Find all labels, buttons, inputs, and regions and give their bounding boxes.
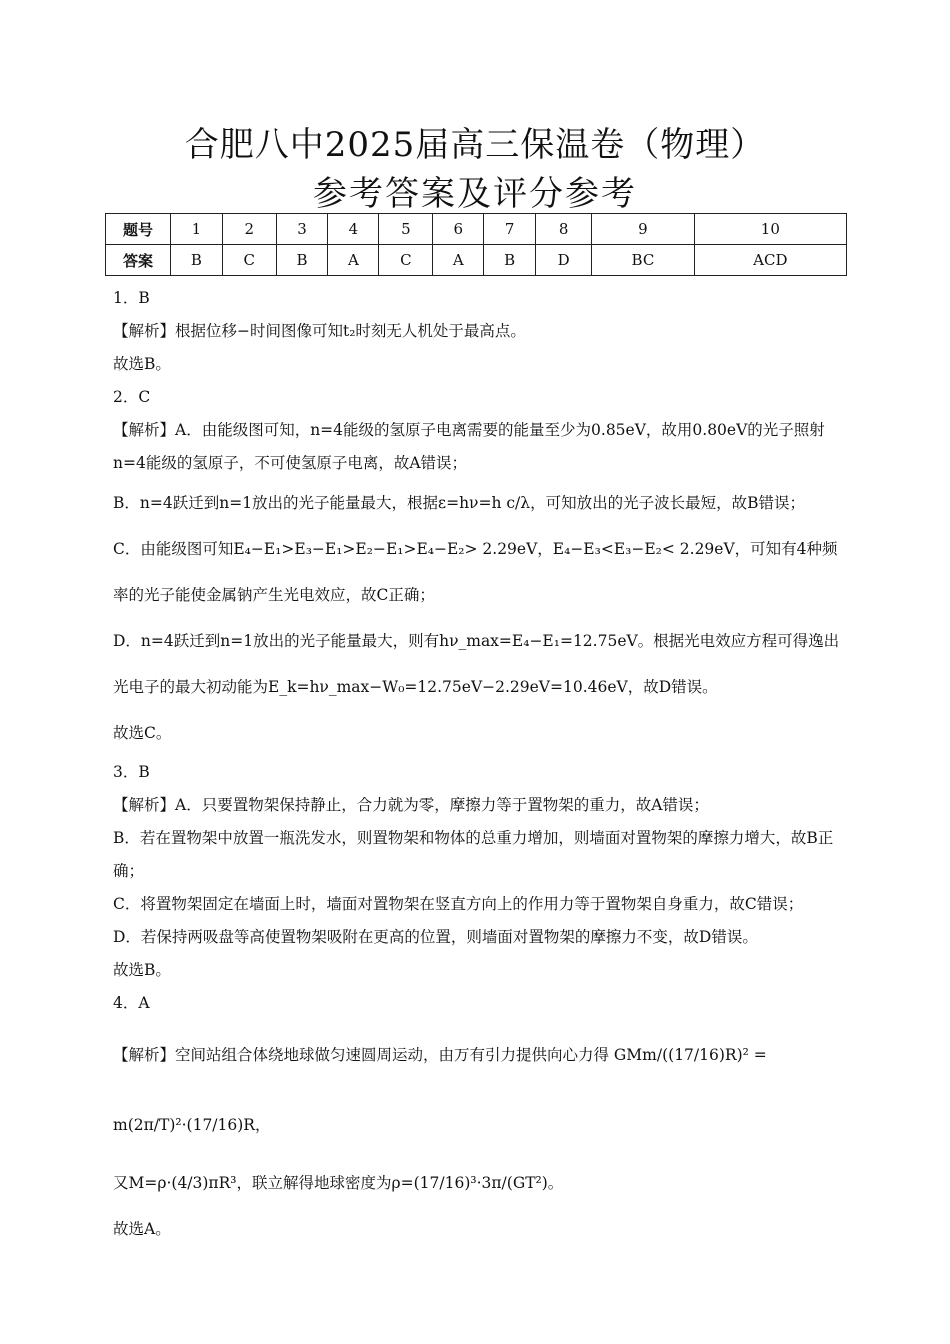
table-cell: A (433, 245, 484, 276)
q4-conclusion: 故选A。 (113, 1220, 171, 1238)
q4-density: 又M=ρ·(4/3)πR³，联立解得地球密度为ρ=(17/16)³·3π/(GT²)。 (113, 1174, 564, 1192)
q1-head: 1．B (113, 289, 150, 307)
table-cell: ACD (694, 245, 846, 276)
table-cell: 6 (433, 214, 484, 245)
q2-option-c: C．由能级图可知E₄−E₁>E₃−E₁>E₂−E₁>E₄−E₂> 2.29eV，E₄−E₃<E₃−E₂< 2.29eV，可知有4种频率的光子能使金属钠产生光电效应，故C正确； (113, 540, 838, 604)
table-cell: 2 (222, 214, 276, 245)
table-cell: C (379, 245, 433, 276)
q3-option-d: D．若保持两吸盘等高使置物架吸附在更高的位置，则墙面对置物架的摩擦力不变，故D错误。 (113, 928, 758, 946)
table-cell: 1 (171, 214, 223, 245)
table-cell: 7 (484, 214, 536, 245)
table-cell: 3 (276, 214, 328, 245)
table-cell: 4 (328, 214, 379, 245)
q4-analysis: 【解析】空间站组合体绕地球做匀速圆周运动，由万有引力提供向心力得 GMm/((17/16)R)² = m(2π/T)²·(17/16)R， (113, 1046, 767, 1134)
q4-head: 4．A (113, 994, 150, 1012)
table-cell: 9 (592, 214, 694, 245)
q3-conclusion: 故选B。 (113, 961, 171, 979)
table-cell: C (222, 245, 276, 276)
q3-option-c: C．将置物架固定在墙面上时，墙面对置物架在竖直方向上的作用力等于置物架自身重力，故C错误； (113, 895, 804, 913)
table-cell: B (484, 245, 536, 276)
page-title: 合肥八中2025届高三保温卷（物理） (184, 125, 766, 165)
q2-option-d: D．n=4跃迁到n=1放出的光子能量最大，则有hν_max=E₄−E₁=12.75eV。根据光电效应方程可得逸出光电子的最大初动能为E_k=hν_max−W₀=12.75eV−2.29eV=10.46eV，故D错误。 (113, 632, 840, 696)
table-cell: 8 (536, 214, 592, 245)
q2-option-a: 【解析】A．由能级图可知，n=4能级的氢原子电离需要的能量至少为0.85eV，故用0.80eV的光子照射n=4能级的氢原子，不可使氢原子电离，故A错误； (113, 421, 825, 472)
table-cell: BC (592, 245, 694, 276)
q2-option-b: B．n=4跃迁到n=1放出的光子能量最大，根据ε=hν=h c/λ，可知放出的光子波长最短，故B错误； (113, 494, 805, 512)
answer-table (105, 213, 847, 276)
table-cell: B (276, 245, 328, 276)
table-cell: 5 (379, 214, 433, 245)
page-subtitle: 参考答案及评分参考 (313, 174, 637, 214)
table-row-answers (106, 245, 847, 276)
q3-option-b: B．若在置物架中放置一瓶洗发水，则置物架和物体的总重力增加，则墙面对置物架的摩擦力增大，故B正确； (113, 829, 834, 880)
table-cell: B (171, 245, 223, 276)
solutions-body (113, 282, 843, 1252)
q3-option-a: 【解析】A．只要置物架保持静止，合力就为零，摩擦力等于置物架的重力，故A错误； (113, 796, 709, 814)
table-cell: A (328, 245, 379, 276)
q3-head: 3．B (113, 763, 150, 781)
q1-conclusion: 故选B。 (113, 355, 171, 373)
table-header-number: 题号 (106, 214, 171, 245)
table-cell: 10 (694, 214, 846, 245)
table-cell: D (536, 245, 592, 276)
q2-head: 2．C (113, 388, 151, 406)
table-row-numbers (106, 214, 847, 245)
table-header-answer: 答案 (106, 245, 171, 276)
q2-conclusion: 故选C。 (113, 724, 172, 742)
q1-analysis: 【解析】根据位移−时间图像可知t₂时刻无人机处于最高点。 (113, 322, 526, 340)
